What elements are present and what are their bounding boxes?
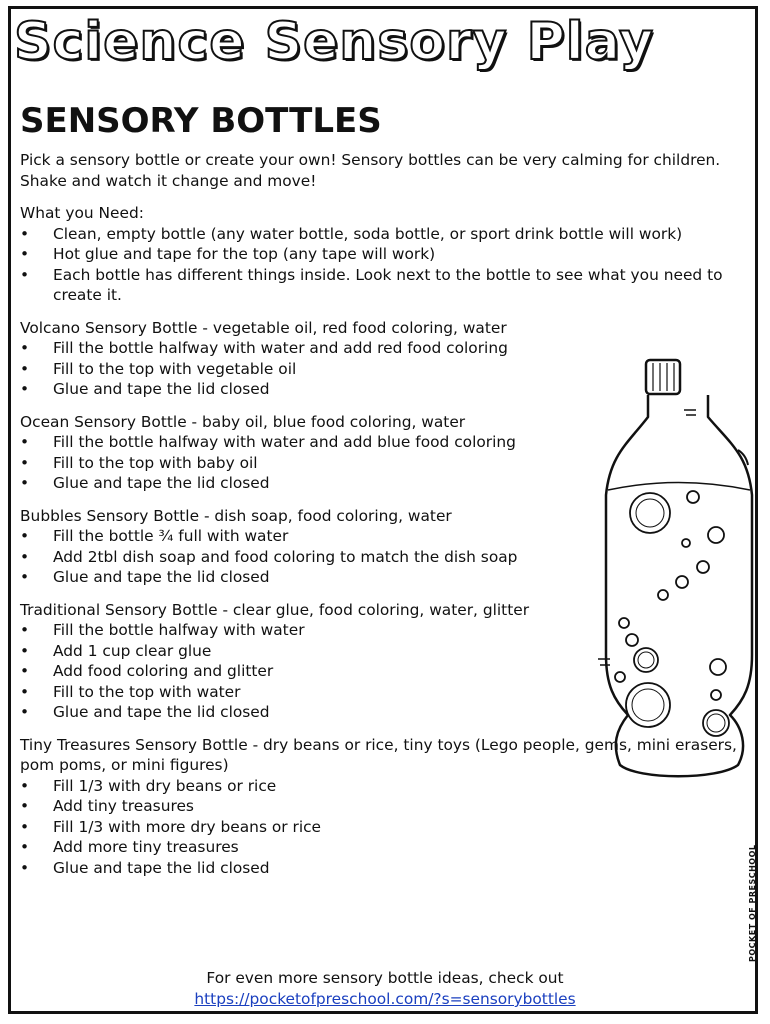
footer-link[interactable]: https://pocketofpreschool.com/?s=sensorybottles bbox=[194, 990, 576, 1008]
list-item: • Fill the bottle halfway with water bbox=[20, 620, 598, 641]
footer-text: For even more sensory bottle ideas, check out bbox=[206, 969, 564, 987]
list-item: • Fill 1/3 with more dry beans or rice bbox=[20, 817, 748, 838]
list-item: • Glue and tape the lid closed bbox=[20, 379, 598, 400]
list-item: • Add 2tbl dish soap and food coloring to match the dish soap bbox=[20, 547, 598, 568]
list-item: • Fill to the top with water bbox=[20, 682, 598, 703]
list-item: • Hot glue and tape for the top (any tape will work) bbox=[20, 244, 748, 265]
list-item: • Glue and tape the lid closed bbox=[20, 702, 598, 723]
page-title: Science Sensory Play bbox=[14, 12, 654, 72]
section-heading: What you Need: bbox=[20, 204, 144, 222]
list-item: • Add food coloring and glitter bbox=[20, 661, 598, 682]
list-item: • Fill the bottle ¾ full with water bbox=[20, 526, 598, 547]
list-item: • Add tiny treasures bbox=[20, 796, 748, 817]
list-item: • Fill 1/3 with dry beans or rice bbox=[20, 776, 748, 797]
list-item: • Fill the bottle halfway with water and add blue food coloring bbox=[20, 432, 598, 453]
need-list bbox=[20, 224, 748, 306]
list-item: • Clean, empty bottle (any water bottle, soda bottle, or sport drink bottle will work) bbox=[20, 224, 748, 245]
section-heading: Volcano Sensory Bottle - vegetable oil, red food coloring, water bbox=[20, 318, 507, 337]
section-heading: Ocean Sensory Bottle - baby oil, blue food coloring, water bbox=[20, 412, 466, 431]
list-item: • Fill to the top with vegetable oil bbox=[20, 359, 598, 380]
list-item: • Fill to the top with baby oil bbox=[20, 453, 598, 474]
section-heading: Bubbles Sensory Bottle - dish soap, food coloring, water bbox=[20, 506, 452, 525]
what-you-need bbox=[20, 203, 748, 306]
section-heading: Traditional Sensory Bottle - clear glue, food coloring, water, glitter bbox=[20, 600, 530, 619]
list-item: • Add 1 cup clear glue bbox=[20, 641, 598, 662]
footer bbox=[0, 968, 770, 1010]
credit-label: POCKET OF PRESCHOOL bbox=[748, 844, 757, 962]
tiny-treasures-list bbox=[20, 776, 748, 879]
section-heading: Tiny Treasures Sensory Bottle - dry beans or rice, tiny toys (Lego people, gems, mini erasers, pom poms, or mini figures) bbox=[20, 735, 737, 774]
list-item: • Glue and tape the lid closed bbox=[20, 567, 598, 588]
bottle-illustration-icon bbox=[598, 355, 758, 785]
list-item: • Fill the bottle halfway with water and add red food coloring bbox=[20, 338, 598, 359]
page-subtitle: SENSORY BOTTLES bbox=[20, 101, 382, 141]
list-item: • Glue and tape the lid closed bbox=[20, 473, 598, 494]
intro-text: Pick a sensory bottle or create your own! Sensory bottles can be very calming for children. Shake and watch it change and move! bbox=[20, 151, 721, 190]
list-item: • Glue and tape the lid closed bbox=[20, 858, 748, 879]
list-item: • Add more tiny treasures bbox=[20, 837, 748, 858]
list-item: • Each bottle has different things inside. Look next to the bottle to see what you need to create it. bbox=[20, 265, 748, 306]
